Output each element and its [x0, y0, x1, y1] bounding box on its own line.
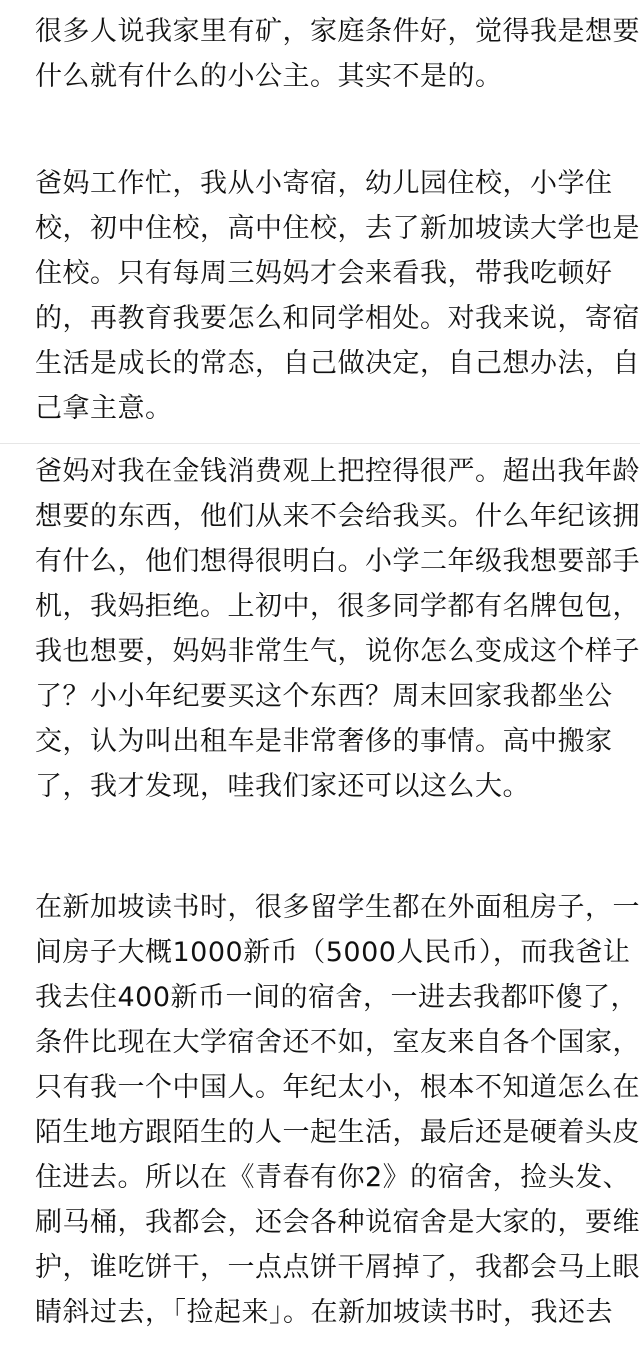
text-line: 校，初中住校，高中住校，去了新加坡读大学也是: [35, 213, 640, 244]
text-line: 生活是成长的常态，自己做决定，自己想办法，自: [35, 348, 640, 379]
paragraph-3: [35, 449, 640, 809]
section-divider: [0, 443, 640, 444]
text-line: 刷马桶，我都会，还会各种说宿舍是大家的，要维: [35, 1207, 640, 1238]
text-line: 有什么，他们想得很明白。小学二年级我想要部手: [35, 546, 640, 577]
text-line: 住进去。所以在《青春有你2》的宿舍，捡头发、: [35, 1162, 631, 1193]
text-line: 爸妈对我在金钱消费观上把控得很严。超出我年龄: [35, 456, 640, 487]
text-line: 很多人说我家里有矿，家庭条件好，觉得我是想要: [35, 16, 640, 47]
text-line: 想要的东西，他们从来不会给我买。什么年纪该拥: [35, 501, 640, 532]
text-line: 我也想要，妈妈非常生气，说你怎么变成这个样子: [35, 636, 640, 667]
text-line: 爸妈工作忙，我从小寄宿，幼儿园住校，小学住: [35, 168, 613, 199]
text-line: 睛斜过去，「捡起来」。在新加坡读书时，我还去: [35, 1297, 613, 1328]
text-line: 陌生地方跟陌生的人一起生活，最后还是硬着头皮: [35, 1117, 640, 1148]
text-line: 己拿主意。: [35, 393, 173, 424]
text-line: 机，我妈拒绝。上初中，很多同学都有名牌包包，: [35, 591, 640, 622]
text-line: 住校。只有每周三妈妈才会来看我，带我吃顿好: [35, 258, 613, 289]
paragraph-1: [35, 9, 640, 99]
text-line: 只有我一个中国人。年纪太小，根本不知道怎么在: [35, 1072, 640, 1103]
text-line: 交，认为叫出租车是非常奢侈的事情。高中搬家: [35, 726, 613, 757]
text-line: 的，再教育我要怎么和同学相处。对我来说，寄宿: [35, 303, 640, 334]
text-line: 什么就有什么的小公主。其实不是的。: [35, 61, 503, 92]
text-line: 间房子大概1000新币（5000人民币），而我爸让: [35, 937, 631, 968]
text-line: 条件比现在大学宿舍还不如，室友来自各个国家，: [35, 1027, 640, 1058]
paragraph-4: [35, 885, 640, 1335]
text-line: 我去住400新币一间的宿舍，一进去我都吓傻了，: [35, 982, 639, 1013]
text-line: 护，谁吃饼干，一点点饼干屑掉了，我都会马上眼: [35, 1252, 640, 1283]
paragraph-2: [35, 161, 640, 431]
text-line: 了？小小年纪要买这个东西？周末回家我都坐公: [35, 681, 613, 712]
text-line: 在新加坡读书时，很多留学生都在外面租房子，一: [35, 892, 640, 923]
text-line: 了，我才发现，哇我们家还可以这么大。: [35, 771, 530, 802]
